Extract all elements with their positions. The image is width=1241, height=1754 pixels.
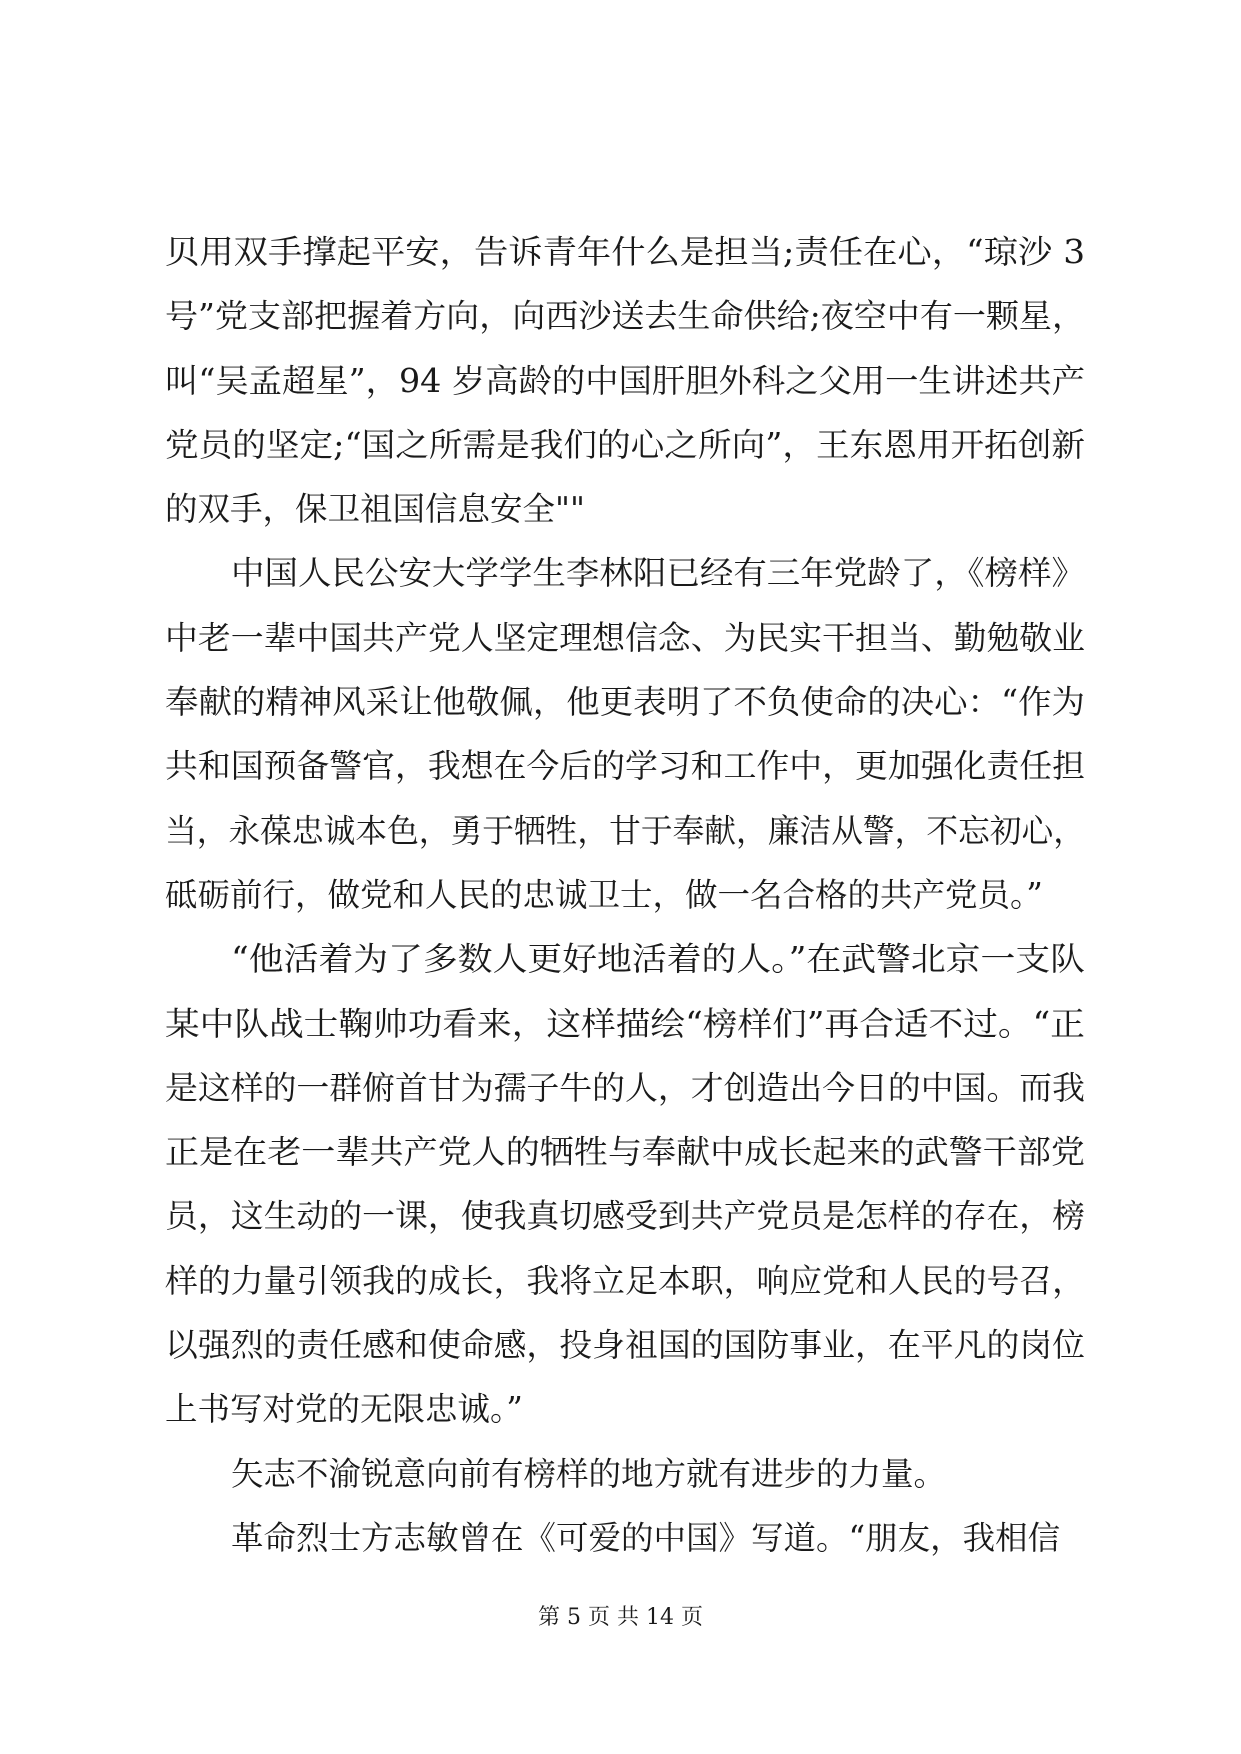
body-text [165,232,1085,1582]
page-number: 第 5 页 共 14 页 [538,1605,703,1630]
text-line: 矢志不渝锐意向前有榜样的地方就有进步的力量。 [231,1454,947,1493]
text-line: 贝用双手撑起平安，告诉青年什么是担当;责任在心，“琼沙 3 [165,233,1086,271]
text-line: 中国人民公安大学学生李林阳已经有三年党龄了，《榜样》 [231,554,1085,593]
text-line: 奉献的精神风采让他敬佩，他更表明了不负使命的决心：“作为 [165,683,1085,722]
text-line: 中老一辈中国共产党人坚定理想信念、为民实干担当、勤勉敬业 [165,618,1086,657]
text-line: 号”党支部把握着方向，向西沙送去生命供给;夜空中有一颗星， [165,297,1086,336]
text-line: 砥砺前行，做党和人民的忠诚卫士，做一名合格的共产党员。” [165,875,1043,914]
page-footer [0,1603,1241,1633]
text-line: 正是在老一辈共产党人的牺牲与奉献中成长起来的武警干部党 [165,1133,1085,1172]
text-line: 党员的坚定;“国之所需是我们的心之所向”，王东恩用开拓创新 [165,425,1086,464]
text-line: 员，这生动的一课，使我真切感受到共产党员是怎样的存在，榜 [165,1197,1086,1236]
text-line: 样的力量引领我的成长，我将立足本职，响应党和人民的号召， [165,1261,1086,1300]
text-line: 的双手，保卫祖国信息安全"" [165,490,585,529]
text-line: 以强烈的责任感和使命感，投身祖国的国防事业，在平凡的岗位 [165,1326,1086,1365]
text-line: 当，永葆忠诚本色，勇于牺牲，甘于奉献，廉洁从警，不忘初心， [165,811,1085,850]
text-line: 叫“吴孟超星”，94 岁高龄的中国肝胆外科之父用一生讲述共产 [165,361,1086,400]
text-line: 某中队战士鞠帅功看来，这样描绘“榜样们”再合适不过。“正 [165,1004,1085,1043]
text-line: 共和国预备警官，我想在今后的学习和工作中，更加强化责任担 [165,747,1086,786]
text-line: 上书写对党的无限忠诚。” [165,1390,523,1429]
text-line: 是这样的一群俯首甘为孺子牛的人，才创造出今日的中国。而我 [165,1068,1086,1107]
text-line: 革命烈士方志敏曾在《可爱的中国》写道。“朋友，我相信 [231,1518,1061,1557]
text-line: “他活着为了多数人更好地活着的人。”在武警北京一支队 [231,940,1085,979]
